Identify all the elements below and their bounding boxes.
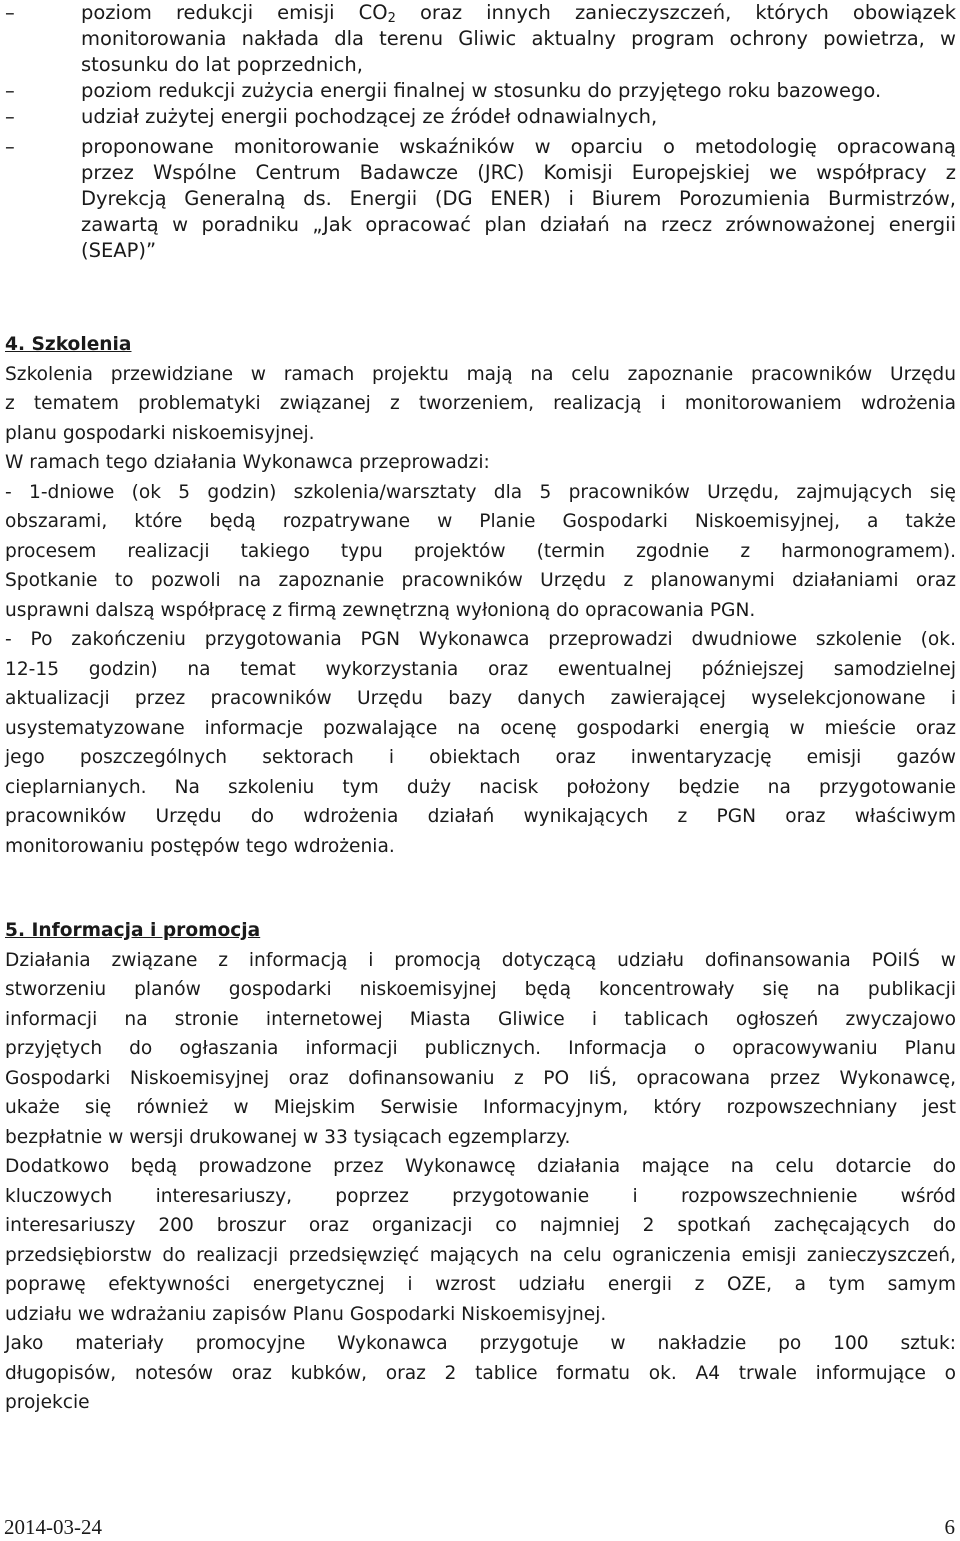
text-line: poprawę efektywności energetycznej i wzrost udziału energii z OZE, a tym samym xyxy=(5,1274,956,1295)
text-line: Dodatkowo będą prowadzone przez Wykonawcę działania mające na celu dotarcie do xyxy=(5,1156,956,1177)
text-line: bezpłatnie w wersji drukowanej w 33 tysiącach egzemplarzy. xyxy=(5,1126,571,1148)
text-line: W ramach tego działania Wykonawca przeprowadzi: xyxy=(5,452,490,473)
list-item-text xyxy=(81,0,956,26)
text-line: obszarami, które będą rozpatrywane w Planie Gospodarki Niskoemisyjnej, a także xyxy=(5,511,956,532)
text-line: stworzeniu planów gospodarki niskoemisyjnej będą koncentrowały się na publikacji xyxy=(5,979,956,1000)
text-line: - Po zakończeniu przygotowania PGN Wykonawca przeprowadzi dwudniowe szkolenie (ok. xyxy=(5,629,956,650)
text-line: usprawni dalszą współpracę z firmą zewnętrzną wyłonioną do opracowania PGN. xyxy=(5,599,756,621)
list-item-text: monitorowania nakłada dla terenu Gliwic aktualny program ochrony powietrza, w xyxy=(81,27,956,50)
text-line: informacji na stronie internetowej Miasta Gliwice i tablicach ogłoszeń zwyczajowo xyxy=(5,1008,956,1030)
text-line: pracowników Urzędu do wdrożenia działań wynikających z PGN oraz właściwym xyxy=(5,806,956,827)
text-line: projekcie xyxy=(5,1392,90,1413)
section-body xyxy=(5,946,956,1418)
list-dash: – xyxy=(5,105,15,128)
text-line: z tematem problematyki związanej z tworzeniem, realizacją i monitorowaniem wdrożenia xyxy=(5,393,956,414)
text-line: przyjętych do ogłaszania informacji publicznych. Informacja o opracowywaniu Planu xyxy=(5,1038,956,1059)
section-heading: 5. Informacja i promocja xyxy=(5,920,261,941)
list-item-text: udział zużytej energii pochodzącej ze źródeł odnawialnych, xyxy=(81,105,658,128)
text-line: aktualizacji przez pracowników Urzędu bazy danych zawierającej wyselekcjonowane i xyxy=(5,688,956,709)
text-line: udziału we wdrażaniu zapisów Planu Gospodarki Niskoemisyjnej. xyxy=(5,1303,607,1325)
section-heading: 4. Szkolenia xyxy=(5,334,132,355)
text-line: procesem realizacji takiego typu projektów (termin zgodnie z harmonogramem). xyxy=(5,540,956,562)
list-dash: – xyxy=(5,1,15,24)
list-item-text: (SEAP)” xyxy=(81,239,157,262)
text-line: Działania związane z informacją i promocją dotyczącą udziału dofinansowania POiIŚ w xyxy=(5,949,956,971)
text-line: Jako materiały promocyjne Wykonawca przygotuje w nakładzie po 100 sztuk: xyxy=(5,1333,956,1354)
text-line: usystematyzowane informacje pozwalające na ocenę gospodarki energią w mieście oraz xyxy=(5,717,956,739)
list-item-text: przez Wspólne Centrum Badawcze (JRC) Komisji Europejskiej we współpracy z xyxy=(81,161,956,184)
list-item-text-part: oraz innych zanieczyszczeń, których obowiązek xyxy=(395,1,957,24)
text-line: monitorowaniu postępów tego wdrożenia. xyxy=(5,835,395,857)
list-dash: – xyxy=(5,135,15,158)
list-item-text: proponowane monitorowanie wskaźników w oparciu o metodologię opracowaną xyxy=(81,135,956,158)
text-line: długopisów, notesów oraz kubków, oraz 2 tablice formatu ok. A4 trwale informujące o xyxy=(5,1362,956,1384)
section-body xyxy=(5,360,956,862)
text-line: ukaże się również w Miejskim Serwisie Informacyjnym, który rozpowszechniany jest xyxy=(5,1097,956,1118)
list-item-text: stosunku do lat poprzednich, xyxy=(81,53,363,76)
subscript: 2 xyxy=(387,11,396,26)
list-item-text-part: poziom redukcji emisji CO xyxy=(81,1,388,24)
text-line: kluczowych interesariuszy, poprzez przygotowanie i rozpowszechnienie wśród xyxy=(5,1185,956,1207)
text-line: przedsiębiorstw do realizacji przedsięwzięć mających na celu ograniczenia emisji zanieczyszczeń, xyxy=(5,1244,956,1266)
list-item-text: zawartą w poradniku „Jak opracować plan działań na rzecz zrównoważonej energii xyxy=(81,213,956,236)
text-line: cieplarnianych. Na szkoleniu tym duży nacisk położony będzie na przygotowanie xyxy=(5,776,956,798)
list-item-text: poziom redukcji zużycia energii finalnej w stosunku do przyjętego roku bazowego. xyxy=(81,79,882,102)
list-item-text: Dyrekcją Generalną ds. Energii (DG ENER) i Biurem Porozumienia Burmistrzów, xyxy=(81,187,956,210)
text-line: jego poszczególnych sektorach i obiektach oraz inwentaryzację emisji gazów xyxy=(5,747,956,768)
section-szkolenia xyxy=(5,330,956,861)
text-line: Szkolenia przewidziane w ramach projektu mają na celu zapoznanie pracowników Urzędu xyxy=(5,363,956,385)
text-line: Spotkanie to pozwoli na zapoznanie pracowników Urzędu z planowanymi działaniami oraz xyxy=(5,570,956,591)
section-informacja-i-promocja xyxy=(5,916,956,1418)
footer-date: 2014-03-24 xyxy=(4,1515,102,1539)
text-line: interesariuszy 200 broszur oraz organizacji co najmniej 2 spotkań zachęcających do xyxy=(5,1215,956,1236)
text-line: planu gospodarki niskoemisyjnej. xyxy=(5,422,315,444)
text-line: - 1-dniowe (ok 5 godzin) szkolenia/warsztaty dla 5 pracowników Urzędu, zajmujących się xyxy=(5,481,956,503)
text-line: Gospodarki Niskoemisyjnej oraz dofinansowaniu z PO IiŚ, opracowana przez Wykonawcę, xyxy=(5,1067,956,1089)
page-number: 6 xyxy=(944,1515,955,1539)
list-dash: – xyxy=(5,79,15,102)
text-line: 12-15 godzin) na temat wykorzystania oraz ewentualnej późniejszej samodzielnej xyxy=(5,658,956,680)
